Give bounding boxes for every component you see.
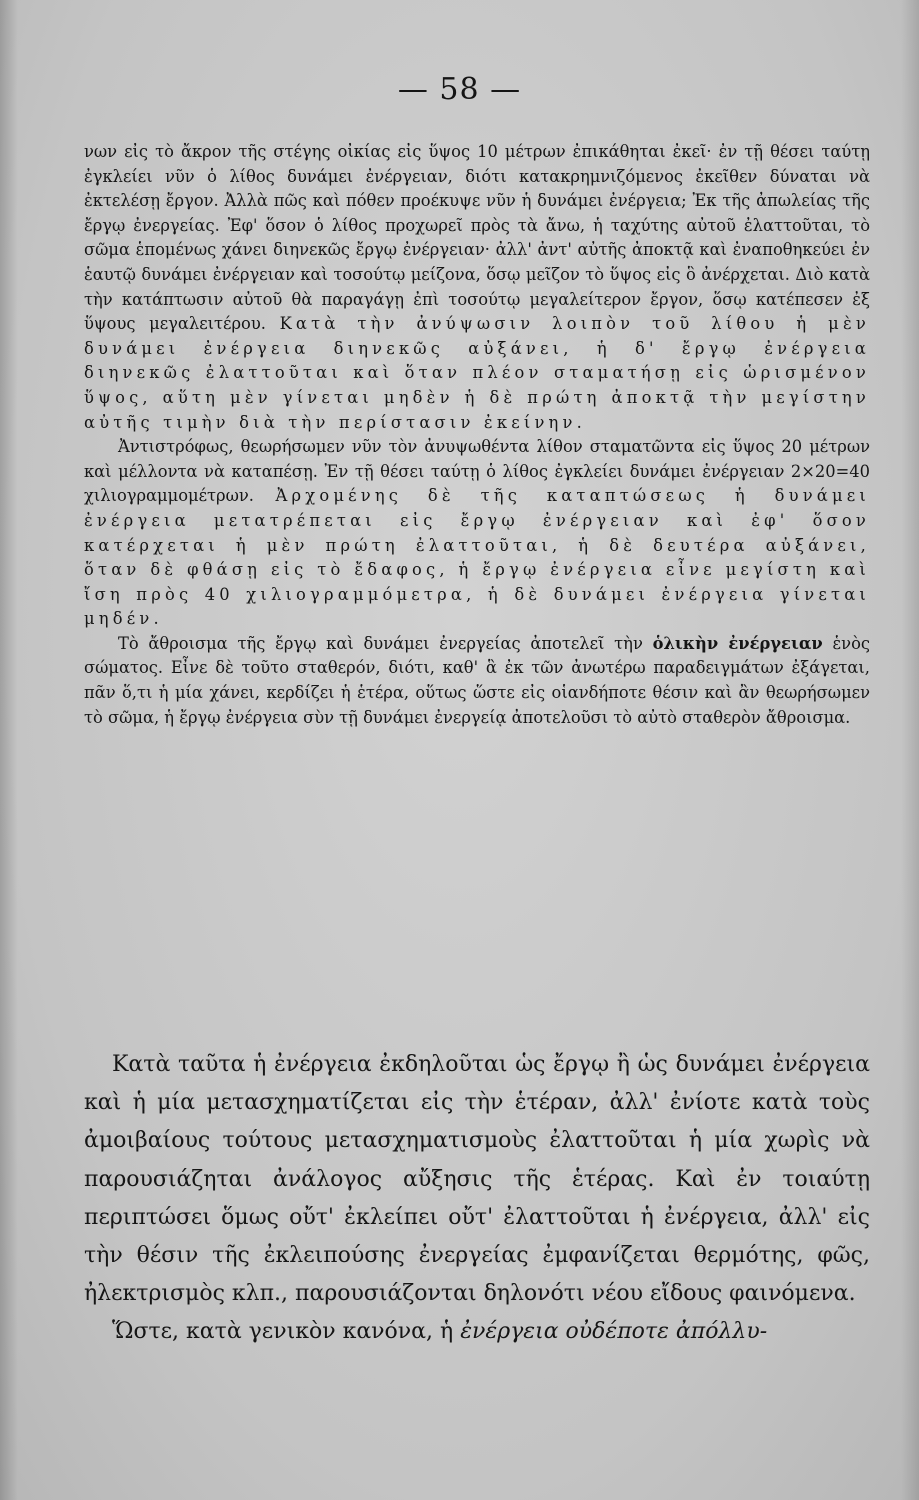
italic-emphasis-text: ἐνέργεια οὐδέποτε ἀπόλλυ- — [460, 1319, 768, 1345]
paragraph-text: Ὥστε, κατὰ γενικὸν κανόνα, ἡ — [112, 1319, 454, 1345]
spaced-emphasis-text: Ἀρχομένης δὲ τῆς καταπτώσεως ἡ δυνάμει ἐνέργεια μετατρέπεται εἰς ἔργῳ ἐνέργειαν καὶ ἐφ' ὅσον κατέρχεται ἡ μὲν πρώτη ἐλαττοῦται, ἡ δὲ δευτέρα αὐξάνει, ὅταν δὲ φθάσῃ εἰς τὸ ἔδαφος, ἡ ἔργῳ ἐνέργεια εἶνε μεγίστη καὶ ἴση πρὸς 40 χιλιογραμμόμετρα, ἡ δὲ δυνάμει ἐνέργεια γίνεται μηδέν. — [84, 486, 870, 629]
paragraph-text: Τὸ ἄθροισμα τῆς ἔργῳ καὶ δυνάμει ἐνεργείας ἀποτελεῖ τὴν — [118, 633, 643, 653]
paragraph-text: νων εἰς τὸ ἄκρον τῆς στέγης οἰκίας εἰς ὕψος 10 μέτρων ἐπικάθηται ἐκεῖ· ἐν τῇ θέσει ταύτῃ ἐγκλείει νῦν ὁ λίθος δυνάμει ἐνέργειαν, διότι κατακρημνιζόμενος ἐκεῖθεν δύναται νὰ ἐκτελέσῃ ἔργον. Ἀλλὰ πῶς καὶ πόθεν προέκυψε νῦν ἡ δυνάμει ἐνέργεια; Ἐκ τῆς ἀπωλείας τῆς ἔργῳ ἐνεργείας. Ἐφ' ὅσον ὁ λίθος προχωρεῖ πρὸς τὰ ἄνω, ἡ ταχύτης αὐτοῦ ἐλαττοῦται, τὸ σῶμα ἑπομένως χάνει διηνεκῶς ἔργῳ ἐνέργειαν· ἀλλ' ἀντ' αὐτῆς ἀποκτᾷ καὶ ἐναποθηκεύει ἐν ἑαυτῷ δυνάμει ἐνέργειαν καὶ τοσούτῳ μείζονα, ὅσῳ μεῖζον τὸ ὕψος εἰς ὃ ἀνέρχεται. Διὸ κατὰ τὴν κατάπτωσιν αὐτοῦ θὰ παραγάγῃ ἐπὶ τοσούτῳ μεγαλείτερον ἔργον, ὅσῳ κατέπεσεν ἐξ ὕψους μεγαλειτέρου. — [84, 142, 870, 334]
paragraph-energy-transformation: Κατὰ ταῦτα ἡ ἐνέργεια ἐκδηλοῦται ὡς ἔργῳ ἢ ὡς δυνάμει ἐνέργεια καὶ ἡ μία μετασχηματίζεται εἰς τὴν ἑτέραν, ἀλλ' ἐνίοτε κατὰ τοὺς ἀμοιβαίους τούτους μετασχηματισμοὺς ἐλαττοῦται ἡ μία χωρὶς νὰ παρουσιάζηται ἀνάλογος αὔξησις τῆς ἑτέρας. Καὶ ἐν τοιαύτῃ περιπτώσει ὅμως οὔτ' ἐκλείπει οὔτ' ἐλαττοῦται ἡ ἐνέργεια, ἀλλ' εἰς τὴν θέσιν τῆς ἐκλειπούσης ἐνεργείας ἐμφανίζεται θερμότης, φῶς, ἠλεκτρισμὸς κλπ., παρουσιάζονται δηλονότι νέου εἴδους φαινόμενα. — [84, 1052, 870, 1307]
page-edge-shadow-right — [901, 0, 919, 1500]
spaced-emphasis-text: Κατὰ τὴν ἀνύψωσιν λοιπὸν τοῦ λίθου ἡ μὲν δυνάμει ἐνέργεια διηνεκῶς αὐξάνει, ἡ δ' ἔργῳ ἐνέργεια διηνεκῶς ἐλαττοῦται καὶ ὅταν πλέον σταματήσῃ εἰς ὡρισμένον ὕψος, αὕτη μὲν γίνεται μηδὲν ἡ δὲ πρώτη ἀποκτᾷ τὴν μεγίστην αὐτῆς τιμὴν διὰ τὴν περίστασιν ἐκείνην. — [84, 314, 870, 432]
bold-term: ὁλικὴν ἐνέργειαν — [652, 633, 823, 653]
paragraph-stone-rising — [84, 140, 870, 435]
large-print-section — [84, 1046, 870, 1352]
paragraph-text: Ἀντιστρόφως, θεωρήσωμεν νῦν τὸν ἀνυψωθέντα λίθον σταματῶντα εἰς ὕψος 20 μέτρων καὶ μέλλοντα νὰ καταπέσῃ. Ἐν τῇ θέσει ταύτῃ ὁ λίθος ἐγκλείει δυνάμει ἐνέργειαν 2×20=40 χιλιογραμμομέτρων. — [84, 437, 870, 506]
page-number: — 58 — — [397, 72, 522, 107]
paragraph-text: ἑνὸς σώματος. Εἶνε δὲ τοῦτο σταθερόν, διότι, καθ' ἃ ἐκ τῶν ἀνωτέρω παραδειγμάτων ἐξάγεται, πᾶν ὅ,τι ἡ μία χάνει, κερδίζει ἡ ἑτέρα, οὕτως ὥστε εἰς οἱανδήποτε θέσιν καὶ ἂν θεωρήσωμεν τὸ σῶμα, ἡ ἔργῳ ἐνέργεια σὺν τῇ δυνάμει ἐνεργείᾳ ἀποτελοῦσι τὸ αὐτὸ σταθερὸν ἄθροισμα. — [84, 633, 870, 727]
paragraph-total-energy — [84, 632, 870, 730]
page-edge-shadow-left — [0, 0, 18, 1500]
paragraph-general-rule — [84, 1313, 870, 1351]
paragraph-stone-falling — [84, 435, 870, 632]
small-print-section — [84, 140, 870, 730]
